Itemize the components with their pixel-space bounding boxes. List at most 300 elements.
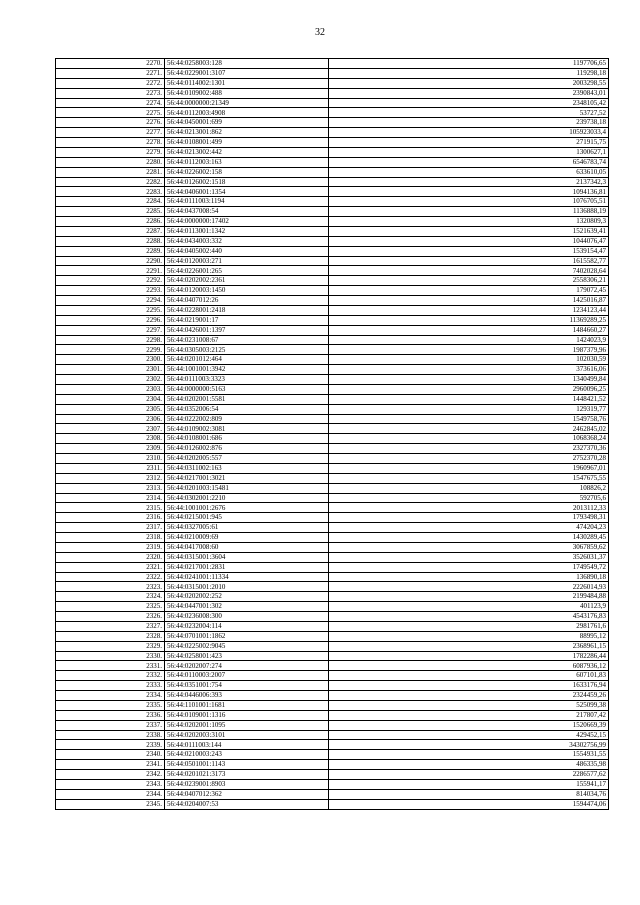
value-cell: 3526031,37 bbox=[329, 552, 609, 562]
table-row bbox=[56, 700, 609, 710]
table-row bbox=[56, 582, 609, 592]
row-number-cell: 2273. bbox=[56, 88, 165, 98]
table-row bbox=[56, 621, 609, 631]
cadastral-number-cell: 56:44:0311002:163 bbox=[165, 463, 329, 473]
table-row bbox=[56, 157, 609, 167]
row-number-cell: 2317. bbox=[56, 523, 165, 533]
table-row bbox=[56, 345, 609, 355]
cadastral-number-cell: 56:44:0258001:423 bbox=[165, 651, 329, 661]
row-number-cell: 2345. bbox=[56, 799, 165, 809]
row-number-cell: 2303. bbox=[56, 384, 165, 394]
table-row bbox=[56, 434, 609, 444]
row-number-cell: 2279. bbox=[56, 147, 165, 157]
value-cell: 2368961,15 bbox=[329, 641, 609, 651]
cadastral-number-cell: 56:44:0222002:809 bbox=[165, 414, 329, 424]
value-cell: 1987379,96 bbox=[329, 345, 609, 355]
value-cell: 1068368,24 bbox=[329, 434, 609, 444]
cadastral-number-cell: 56:44:0000000:21349 bbox=[165, 98, 329, 108]
table-row bbox=[56, 335, 609, 345]
row-number-cell: 2308. bbox=[56, 434, 165, 444]
cadastral-number-cell: 56:44:0226002:158 bbox=[165, 167, 329, 177]
cadastral-number-cell: 56:44:0111003:3323 bbox=[165, 375, 329, 385]
value-cell: 1197706,65 bbox=[329, 59, 609, 69]
value-cell: 1448421,52 bbox=[329, 394, 609, 404]
cadastral-number-cell: 56:44:0120003:271 bbox=[165, 256, 329, 266]
table-row bbox=[56, 375, 609, 385]
table-row bbox=[56, 710, 609, 720]
row-number-cell: 2323. bbox=[56, 582, 165, 592]
row-number-cell: 2327. bbox=[56, 621, 165, 631]
cadastral-number-cell: 56:44:0215001:945 bbox=[165, 513, 329, 523]
table-row bbox=[56, 108, 609, 118]
row-number-cell: 2295. bbox=[56, 305, 165, 315]
table-row bbox=[56, 760, 609, 770]
row-number-cell: 2282. bbox=[56, 177, 165, 187]
cadastral-number-cell: 56:44:0000000:17402 bbox=[165, 217, 329, 227]
table-row bbox=[56, 384, 609, 394]
value-cell: 401123,9 bbox=[329, 602, 609, 612]
table-row bbox=[56, 523, 609, 533]
value-cell: 1520669,39 bbox=[329, 720, 609, 730]
value-cell: 129319,77 bbox=[329, 404, 609, 414]
cadastral-number-cell: 56:44:0225002:9045 bbox=[165, 641, 329, 651]
value-cell: 2327370,36 bbox=[329, 444, 609, 454]
cadastral-number-cell: 56:44:0217001:2831 bbox=[165, 562, 329, 572]
row-number-cell: 2271. bbox=[56, 68, 165, 78]
value-cell: 2390843,01 bbox=[329, 88, 609, 98]
table-row bbox=[56, 147, 609, 157]
cadastral-number-cell: 56:44:1001001:3942 bbox=[165, 365, 329, 375]
row-number-cell: 2312. bbox=[56, 473, 165, 483]
table-row bbox=[56, 513, 609, 523]
cadastral-number-cell: 56:44:0000000:5163 bbox=[165, 384, 329, 394]
table-row bbox=[56, 671, 609, 681]
table-row bbox=[56, 562, 609, 572]
row-number-cell: 2328. bbox=[56, 631, 165, 641]
cadastral-number-cell: 56:44:0202007:274 bbox=[165, 661, 329, 671]
row-number-cell: 2311. bbox=[56, 463, 165, 473]
cadastral-number-cell: 56:44:0327005:61 bbox=[165, 523, 329, 533]
row-number-cell: 2321. bbox=[56, 562, 165, 572]
cadastral-number-cell: 56:44:0236008:300 bbox=[165, 612, 329, 622]
table-row bbox=[56, 305, 609, 315]
value-cell: 4543176,83 bbox=[329, 612, 609, 622]
value-cell: 7402028,64 bbox=[329, 266, 609, 276]
table-row bbox=[56, 414, 609, 424]
page-number: 32 bbox=[315, 27, 325, 38]
table-row bbox=[56, 236, 609, 246]
row-number-cell: 2326. bbox=[56, 612, 165, 622]
cadastral-number-cell: 56:44:0405002:440 bbox=[165, 246, 329, 256]
row-number-cell: 2334. bbox=[56, 691, 165, 701]
table-row bbox=[56, 592, 609, 602]
row-number-cell: 2272. bbox=[56, 78, 165, 88]
cadastral-number-cell: 56:44:0204007:53 bbox=[165, 799, 329, 809]
cadastral-number-cell: 56:44:0351001:754 bbox=[165, 681, 329, 691]
cadastral-number-cell: 56:44:0407012:362 bbox=[165, 789, 329, 799]
value-cell: 2752370,28 bbox=[329, 454, 609, 464]
row-number-cell: 2342. bbox=[56, 770, 165, 780]
cadastral-number-cell: 56:44:0241001:11334 bbox=[165, 572, 329, 582]
value-cell: 1076705,51 bbox=[329, 197, 609, 207]
row-number-cell: 2274. bbox=[56, 98, 165, 108]
row-number-cell: 2336. bbox=[56, 710, 165, 720]
table-row bbox=[56, 651, 609, 661]
registry-table bbox=[55, 58, 609, 810]
row-number-cell: 2340. bbox=[56, 750, 165, 760]
cadastral-number-cell: 56:44:0201021:3173 bbox=[165, 770, 329, 780]
row-number-cell: 2329. bbox=[56, 641, 165, 651]
cadastral-number-cell: 56:44:0406001:1354 bbox=[165, 187, 329, 197]
cadastral-number-cell: 56:44:0239001:8903 bbox=[165, 779, 329, 789]
row-number-cell: 2331. bbox=[56, 661, 165, 671]
cadastral-number-cell: 56:44:0437008:54 bbox=[165, 207, 329, 217]
value-cell: 633610,05 bbox=[329, 167, 609, 177]
cadastral-number-cell: 56:44:0109001:1316 bbox=[165, 710, 329, 720]
value-cell: 2199484,88 bbox=[329, 592, 609, 602]
table-body bbox=[56, 59, 609, 810]
row-number-cell: 2316. bbox=[56, 513, 165, 523]
value-cell: 53727,52 bbox=[329, 108, 609, 118]
table-row bbox=[56, 612, 609, 622]
row-number-cell: 2270. bbox=[56, 59, 165, 69]
row-number-cell: 2344. bbox=[56, 789, 165, 799]
cadastral-number-cell: 56:44:0126002:1518 bbox=[165, 177, 329, 187]
table-row bbox=[56, 463, 609, 473]
cadastral-number-cell: 56:44:0109002:488 bbox=[165, 88, 329, 98]
row-number-cell: 2300. bbox=[56, 355, 165, 365]
row-number-cell: 2301. bbox=[56, 365, 165, 375]
cadastral-number-cell: 56:44:1001001:2676 bbox=[165, 503, 329, 513]
cadastral-number-cell: 56:44:0305003:2125 bbox=[165, 345, 329, 355]
value-cell: 155941,17 bbox=[329, 779, 609, 789]
value-cell: 486335,98 bbox=[329, 760, 609, 770]
cadastral-number-cell: 56:44:0213002:442 bbox=[165, 147, 329, 157]
row-number-cell: 2294. bbox=[56, 296, 165, 306]
value-cell: 1320809,3 bbox=[329, 217, 609, 227]
table-row bbox=[56, 770, 609, 780]
table-row bbox=[56, 177, 609, 187]
row-number-cell: 2283. bbox=[56, 187, 165, 197]
row-number-cell: 2339. bbox=[56, 740, 165, 750]
table-row bbox=[56, 59, 609, 69]
cadastral-number-cell: 56:44:0108001:686 bbox=[165, 434, 329, 444]
value-cell: 2981761,6 bbox=[329, 621, 609, 631]
table-row bbox=[56, 68, 609, 78]
row-number-cell: 2337. bbox=[56, 720, 165, 730]
value-cell: 179072,45 bbox=[329, 286, 609, 296]
table-row bbox=[56, 473, 609, 483]
value-cell: 1782286,44 bbox=[329, 651, 609, 661]
row-number-cell: 2310. bbox=[56, 454, 165, 464]
table-row bbox=[56, 681, 609, 691]
value-cell: 271915,75 bbox=[329, 138, 609, 148]
value-cell: 1234123,44 bbox=[329, 305, 609, 315]
value-cell: 1424023,9 bbox=[329, 335, 609, 345]
cadastral-number-cell: 56:44:0229001:3107 bbox=[165, 68, 329, 78]
value-cell: 1044076,47 bbox=[329, 236, 609, 246]
value-cell: 217807,42 bbox=[329, 710, 609, 720]
cadastral-number-cell: 56:44:0202001:5581 bbox=[165, 394, 329, 404]
table-row bbox=[56, 572, 609, 582]
cadastral-number-cell: 56:44:0109002:3081 bbox=[165, 424, 329, 434]
cadastral-number-cell: 56:44:0232004:114 bbox=[165, 621, 329, 631]
row-number-cell: 2285. bbox=[56, 207, 165, 217]
table-row bbox=[56, 454, 609, 464]
cadastral-number-cell: 56:44:0258003:128 bbox=[165, 59, 329, 69]
cadastral-number-cell: 56:44:0407012:26 bbox=[165, 296, 329, 306]
cadastral-number-cell: 56:44:0202005:557 bbox=[165, 454, 329, 464]
value-cell: 102030,59 bbox=[329, 355, 609, 365]
cadastral-number-cell: 56:44:0114002:1301 bbox=[165, 78, 329, 88]
row-number-cell: 2284. bbox=[56, 197, 165, 207]
row-number-cell: 2304. bbox=[56, 394, 165, 404]
cadastral-number-cell: 56:44:0202002:2361 bbox=[165, 276, 329, 286]
row-number-cell: 2309. bbox=[56, 444, 165, 454]
value-cell: 2137342,3 bbox=[329, 177, 609, 187]
row-number-cell: 2292. bbox=[56, 276, 165, 286]
cadastral-number-cell: 56:44:0111003:144 bbox=[165, 740, 329, 750]
value-cell: 373616,06 bbox=[329, 365, 609, 375]
row-number-cell: 2276. bbox=[56, 118, 165, 128]
cadastral-number-cell: 56:44:0108001:499 bbox=[165, 138, 329, 148]
row-number-cell: 2305. bbox=[56, 404, 165, 414]
cadastral-number-cell: 56:44:0217001:3021 bbox=[165, 473, 329, 483]
cadastral-number-cell: 56:44:0426001:1397 bbox=[165, 325, 329, 335]
row-number-cell: 2302. bbox=[56, 375, 165, 385]
value-cell: 1136888,19 bbox=[329, 207, 609, 217]
cadastral-number-cell: 56:44:0126002:876 bbox=[165, 444, 329, 454]
cadastral-number-cell: 56:44:0202001:1095 bbox=[165, 720, 329, 730]
table-row bbox=[56, 296, 609, 306]
row-number-cell: 2341. bbox=[56, 760, 165, 770]
value-cell: 1340499,84 bbox=[329, 375, 609, 385]
table-row bbox=[56, 226, 609, 236]
table-row bbox=[56, 394, 609, 404]
cadastral-number-cell: 56:44:0112003:163 bbox=[165, 157, 329, 167]
table-row bbox=[56, 631, 609, 641]
table-row bbox=[56, 197, 609, 207]
value-cell: 814034,76 bbox=[329, 789, 609, 799]
table-row bbox=[56, 779, 609, 789]
row-number-cell: 2278. bbox=[56, 138, 165, 148]
value-cell: 34302756,99 bbox=[329, 740, 609, 750]
cadastral-number-cell: 56:44:0447001:302 bbox=[165, 602, 329, 612]
cadastral-number-cell: 56:44:0219001:17 bbox=[165, 315, 329, 325]
value-cell: 11369289,25 bbox=[329, 315, 609, 325]
table-row bbox=[56, 483, 609, 493]
table-row bbox=[56, 276, 609, 286]
row-number-cell: 2291. bbox=[56, 266, 165, 276]
row-number-cell: 2318. bbox=[56, 533, 165, 543]
value-cell: 474204,23 bbox=[329, 523, 609, 533]
cadastral-number-cell: 56:44:1101001:1681 bbox=[165, 700, 329, 710]
table-row bbox=[56, 88, 609, 98]
value-cell: 1594474,06 bbox=[329, 799, 609, 809]
row-number-cell: 2277. bbox=[56, 128, 165, 138]
row-number-cell: 2287. bbox=[56, 226, 165, 236]
cadastral-number-cell: 56:44:0202003:3101 bbox=[165, 730, 329, 740]
table-row bbox=[56, 661, 609, 671]
value-cell: 1633176,94 bbox=[329, 681, 609, 691]
cadastral-number-cell: 56:44:0417008:60 bbox=[165, 542, 329, 552]
cadastral-number-cell: 56:44:0120003:1450 bbox=[165, 286, 329, 296]
cadastral-number-cell: 56:44:0501001:1143 bbox=[165, 760, 329, 770]
table-row bbox=[56, 286, 609, 296]
table-row bbox=[56, 799, 609, 809]
table-row bbox=[56, 78, 609, 88]
table-row bbox=[56, 138, 609, 148]
cadastral-number-cell: 56:44:0111003:1194 bbox=[165, 197, 329, 207]
row-number-cell: 2324. bbox=[56, 592, 165, 602]
value-cell: 108826,2 bbox=[329, 483, 609, 493]
table-row bbox=[56, 315, 609, 325]
value-cell: 1547675,55 bbox=[329, 473, 609, 483]
table-row bbox=[56, 503, 609, 513]
cadastral-number-cell: 56:44:0352006:54 bbox=[165, 404, 329, 414]
cadastral-number-cell: 56:44:0226001:265 bbox=[165, 266, 329, 276]
value-cell: 1484660,27 bbox=[329, 325, 609, 335]
table-row bbox=[56, 789, 609, 799]
value-cell: 429452,15 bbox=[329, 730, 609, 740]
row-number-cell: 2293. bbox=[56, 286, 165, 296]
table-row bbox=[56, 325, 609, 335]
row-number-cell: 2314. bbox=[56, 493, 165, 503]
value-cell: 1960967,01 bbox=[329, 463, 609, 473]
cadastral-number-cell: 56:44:0202002:252 bbox=[165, 592, 329, 602]
row-number-cell: 2286. bbox=[56, 217, 165, 227]
row-number-cell: 2289. bbox=[56, 246, 165, 256]
table-row bbox=[56, 207, 609, 217]
table-row bbox=[56, 246, 609, 256]
value-cell: 2348105,42 bbox=[329, 98, 609, 108]
row-number-cell: 2315. bbox=[56, 503, 165, 513]
value-cell: 3067859,62 bbox=[329, 542, 609, 552]
value-cell: 1793498,31 bbox=[329, 513, 609, 523]
value-cell: 2003298,55 bbox=[329, 78, 609, 88]
value-cell: 1094136,81 bbox=[329, 187, 609, 197]
value-cell: 1425016,87 bbox=[329, 296, 609, 306]
value-cell: 592705,6 bbox=[329, 493, 609, 503]
row-number-cell: 2299. bbox=[56, 345, 165, 355]
cadastral-number-cell: 56:44:0201003:15481 bbox=[165, 483, 329, 493]
row-number-cell: 2338. bbox=[56, 730, 165, 740]
value-cell: 525099,38 bbox=[329, 700, 609, 710]
table-row bbox=[56, 750, 609, 760]
value-cell: 1300627,1 bbox=[329, 147, 609, 157]
cadastral-number-cell: 56:44:0210009:69 bbox=[165, 533, 329, 543]
cadastral-number-cell: 56:44:0701001:1862 bbox=[165, 631, 329, 641]
row-number-cell: 2306. bbox=[56, 414, 165, 424]
row-number-cell: 2307. bbox=[56, 424, 165, 434]
value-cell: 1549758,76 bbox=[329, 414, 609, 424]
value-cell: 1749549,72 bbox=[329, 562, 609, 572]
value-cell: 2013112,33 bbox=[329, 503, 609, 513]
row-number-cell: 2335. bbox=[56, 700, 165, 710]
row-number-cell: 2281. bbox=[56, 167, 165, 177]
row-number-cell: 2343. bbox=[56, 779, 165, 789]
row-number-cell: 2298. bbox=[56, 335, 165, 345]
table-row bbox=[56, 444, 609, 454]
value-cell: 2286577,62 bbox=[329, 770, 609, 780]
table-row bbox=[56, 167, 609, 177]
table-row bbox=[56, 730, 609, 740]
row-number-cell: 2322. bbox=[56, 572, 165, 582]
value-cell: 1554931,55 bbox=[329, 750, 609, 760]
row-number-cell: 2325. bbox=[56, 602, 165, 612]
cadastral-number-cell: 56:44:0228001:2418 bbox=[165, 305, 329, 315]
cadastral-number-cell: 56:44:0434003:332 bbox=[165, 236, 329, 246]
value-cell: 88995,12 bbox=[329, 631, 609, 641]
table-row bbox=[56, 118, 609, 128]
table-row bbox=[56, 691, 609, 701]
value-cell: 239738,18 bbox=[329, 118, 609, 128]
table-row bbox=[56, 740, 609, 750]
table-row bbox=[56, 404, 609, 414]
value-cell: 2226014,93 bbox=[329, 582, 609, 592]
value-cell: 1430289,45 bbox=[329, 533, 609, 543]
row-number-cell: 2320. bbox=[56, 552, 165, 562]
cadastral-number-cell: 56:44:0213001:862 bbox=[165, 128, 329, 138]
table-row bbox=[56, 533, 609, 543]
value-cell: 6087936,12 bbox=[329, 661, 609, 671]
cadastral-number-cell: 56:44:0302001:2210 bbox=[165, 493, 329, 503]
row-number-cell: 2275. bbox=[56, 108, 165, 118]
value-cell: 1539154,47 bbox=[329, 246, 609, 256]
table-row bbox=[56, 98, 609, 108]
cadastral-number-cell: 56:44:0315001:3604 bbox=[165, 552, 329, 562]
row-number-cell: 2280. bbox=[56, 157, 165, 167]
table-row bbox=[56, 602, 609, 612]
value-cell: 2462845,02 bbox=[329, 424, 609, 434]
table-row bbox=[56, 266, 609, 276]
cadastral-number-cell: 56:44:0231008:67 bbox=[165, 335, 329, 345]
row-number-cell: 2296. bbox=[56, 315, 165, 325]
value-cell: 1615582,77 bbox=[329, 256, 609, 266]
cadastral-number-cell: 56:44:0210003:243 bbox=[165, 750, 329, 760]
value-cell: 119298,18 bbox=[329, 68, 609, 78]
cadastral-number-cell: 56:44:0201012:464 bbox=[165, 355, 329, 365]
value-cell: 2324459,26 bbox=[329, 691, 609, 701]
row-number-cell: 2297. bbox=[56, 325, 165, 335]
row-number-cell: 2333. bbox=[56, 681, 165, 691]
row-number-cell: 2319. bbox=[56, 542, 165, 552]
value-cell: 136890,18 bbox=[329, 572, 609, 582]
cadastral-number-cell: 56:44:0112003:4908 bbox=[165, 108, 329, 118]
table-row bbox=[56, 365, 609, 375]
table-row bbox=[56, 542, 609, 552]
cadastral-number-cell: 56:44:0110003:2007 bbox=[165, 671, 329, 681]
row-number-cell: 2332. bbox=[56, 671, 165, 681]
row-number-cell: 2330. bbox=[56, 651, 165, 661]
table-row bbox=[56, 128, 609, 138]
value-cell: 2960096,25 bbox=[329, 384, 609, 394]
value-cell: 6546783,74 bbox=[329, 157, 609, 167]
value-cell: 1521639,41 bbox=[329, 226, 609, 236]
value-cell: 607101,83 bbox=[329, 671, 609, 681]
cadastral-number-cell: 56:44:0450001:699 bbox=[165, 118, 329, 128]
table-row bbox=[56, 720, 609, 730]
cadastral-number-cell: 56:44:0315001:2010 bbox=[165, 582, 329, 592]
table-row bbox=[56, 552, 609, 562]
row-number-cell: 2290. bbox=[56, 256, 165, 266]
table-row bbox=[56, 256, 609, 266]
table-row bbox=[56, 493, 609, 503]
table-row bbox=[56, 641, 609, 651]
table-row bbox=[56, 424, 609, 434]
cadastral-number-cell: 56:44:0113001:1342 bbox=[165, 226, 329, 236]
cadastral-number-cell: 56:44:0446006:393 bbox=[165, 691, 329, 701]
